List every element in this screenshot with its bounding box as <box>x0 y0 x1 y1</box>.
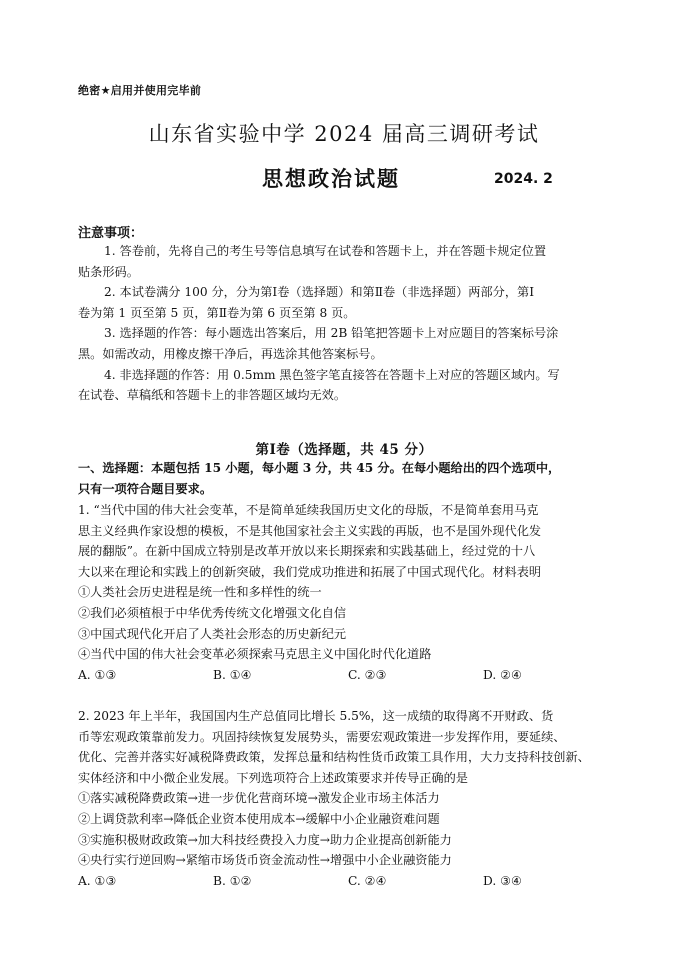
section-title: 第Ⅰ卷（选择题，共 45 分） <box>255 442 433 458</box>
section-instructions <box>78 458 618 499</box>
answer-option-d: D. ②④ <box>483 667 522 682</box>
notes-line: 贴条形码。 <box>78 264 139 279</box>
question-item: ④当代中国的伟大社会变革必须探索马克思主义中国化时代化道路 <box>78 647 432 662</box>
instruction-line: 只有一项符合题目要求。 <box>78 481 213 496</box>
question-stem-line: 思主义经典作家设想的模板，不是其他国家社会主义实践的再版，也不是国外现代化发 <box>78 523 542 538</box>
question-stem-line: 实体经济和中小微企业发展。下列选项符合上述政策要求并传导正确的是 <box>78 770 468 785</box>
answer-option-b: B. ①② <box>213 873 252 888</box>
notes-title: 注意事项： <box>78 226 144 241</box>
confidential-label: 绝密★启用并使用完毕前 <box>78 84 202 97</box>
answer-option-a: A. ①③ <box>78 667 117 682</box>
exam-title: 山东省实验中学 2024 届高三调研考试 <box>148 122 540 146</box>
answer-option-c: C. ②③ <box>348 667 387 682</box>
question-stem-line: 2. 2023 年上半年，我国国内生产总值同比增长 5.5%，这一成绩的取得离不开财政、货 <box>78 709 554 723</box>
answer-options <box>78 871 618 892</box>
question-stem-line: 币等宏观政策靠前发力。巩固持续恢复发展势头，需要宏观政策进一步发挥作用，要延续、 <box>78 729 566 744</box>
answer-option-d: D. ③④ <box>483 873 522 888</box>
question-1 <box>78 500 618 685</box>
question-stem-line: 展的翻版”。在新中国成立特别是改革开放以来长期探索和实践基础上，经过党的十八 <box>78 544 536 559</box>
answer-option-a: A. ①③ <box>78 873 117 888</box>
exam-date: 2024. 2 <box>494 171 553 187</box>
question-item: ③中国式现代化开启了人类社会形态的历史新纪元 <box>78 626 347 641</box>
question-item: ③实施积极财政政策→加大科技经费投入力度→助力企业提高创新能力 <box>78 832 452 847</box>
question-2 <box>78 706 618 891</box>
notes-line: 1. 答卷前，先将自己的考生号等信息填写在试卷和答题卡上，并在答题卡规定位置 <box>104 244 547 258</box>
answer-options <box>78 665 618 686</box>
question-item: ④央行实行逆回购→紧缩市场货币资金流动性→增强中小企业融资能力 <box>78 853 452 868</box>
notes-block <box>78 241 618 406</box>
question-item: ①人类社会历史进程是统一性和多样性的统一 <box>78 585 322 600</box>
question-item: ②我们必须植根于中华优秀传统文化增强文化自信 <box>78 605 347 620</box>
question-item: ②上调贷款利率→降低企业资本使用成本→缓解中小企业融资难问题 <box>78 811 440 826</box>
notes-line: 在试卷、草稿纸和答题卡上的非答题区域均无效。 <box>78 388 347 403</box>
notes-line: 4. 非选择题的作答：用 0.5mm 黑色签字笔直接答在答题卡上对应的答题区域内。写 <box>104 367 560 382</box>
notes-line: 黑。如需改动，用橡皮擦干净后，再选涂其他答案标号。 <box>78 346 383 361</box>
notes-line: 卷为第 1 页至第 5 页，第Ⅱ卷为第 6 页至第 8 页。 <box>78 305 356 320</box>
question-stem-line: 大以来在理论和实践上的创新突破，我们党成功推进和拓展了中国式现代化。材料表明 <box>78 564 542 579</box>
answer-option-b: B. ①④ <box>213 667 252 682</box>
question-stem-line: 1. “当代中国的伟大社会变革，不是简单延续我国历史文化的母版，不是简单套用马克 <box>78 503 539 517</box>
notes-line: 2. 本试卷满分 100 分，分为第Ⅰ卷（选择题）和第Ⅱ卷（非选择题）两部分，第Ⅰ <box>104 285 535 300</box>
question-stem-line: 优化、完善并落实好减税降费政策，发挥总量和结构性货币政策工具作用，大力支持科技创新、 <box>78 750 590 765</box>
notes-line: 3. 选择题的作答：每小题选出答案后，用 2B 铅笔把答题卡上对应题目的答案标号涂 <box>104 326 559 341</box>
instruction-line: 一、选择题：本题包括 15 小题，每小题 3 分，共 45 分。在每小题给出的四个选项中， <box>78 461 561 475</box>
subject-title: 思想政治试题 <box>262 166 400 191</box>
question-item: ①落实减税降费政策→进一步优化营商环境→激发企业市场主体活力 <box>78 791 440 806</box>
answer-option-c: C. ②④ <box>348 873 387 888</box>
